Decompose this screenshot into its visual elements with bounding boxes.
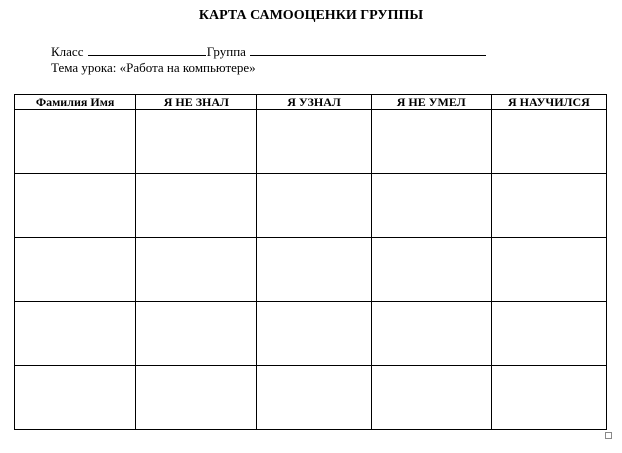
table-header-row — [15, 95, 607, 110]
table-cell[interactable] — [491, 302, 606, 366]
table-cell[interactable] — [257, 174, 371, 238]
group-label: Группа — [206, 44, 246, 59]
table-cell[interactable] — [371, 302, 491, 366]
table-cell[interactable] — [491, 366, 606, 430]
table-cell[interactable] — [491, 174, 606, 238]
document-title: КАРТА САМООЦЕНКИ ГРУППЫ — [198, 8, 424, 23]
class-blank-field[interactable] — [88, 43, 206, 56]
table-cell[interactable] — [136, 366, 257, 430]
header-learned: Я УЗНАЛ — [257, 95, 371, 110]
table-cell[interactable] — [15, 366, 136, 430]
self-assessment-table — [14, 94, 607, 430]
table-cell[interactable] — [257, 366, 371, 430]
table-cell[interactable] — [136, 238, 257, 302]
table-cell[interactable] — [371, 110, 491, 174]
class-group-line — [51, 43, 487, 59]
table-row — [15, 366, 607, 430]
table-row — [15, 174, 607, 238]
header-could-not: Я НЕ УМЕЛ — [371, 95, 491, 110]
table-cell[interactable] — [136, 174, 257, 238]
table-row — [15, 110, 607, 174]
header-mastered: Я НАУЧИЛСЯ — [491, 95, 606, 110]
table-cell[interactable] — [257, 110, 371, 174]
topic-line: Тема урока: «Работа на компьютере» — [51, 60, 256, 75]
table-resize-handle[interactable] — [605, 432, 612, 439]
table-cell[interactable] — [371, 174, 491, 238]
table-cell[interactable] — [371, 238, 491, 302]
table-cell[interactable] — [136, 302, 257, 366]
table-cell[interactable] — [371, 366, 491, 430]
table-cell[interactable] — [15, 302, 136, 366]
table-cell[interactable] — [15, 110, 136, 174]
table-row — [15, 238, 607, 302]
table-cell[interactable] — [491, 238, 606, 302]
class-label: Класс — [51, 44, 84, 59]
table-cell[interactable] — [15, 174, 136, 238]
group-blank-field[interactable] — [250, 43, 486, 56]
header-did-not-know: Я НЕ ЗНАЛ — [136, 95, 257, 110]
table-cell[interactable] — [257, 302, 371, 366]
table-row — [15, 302, 607, 366]
header-name: Фамилия Имя — [15, 95, 136, 110]
table-cell[interactable] — [136, 110, 257, 174]
table-cell[interactable] — [491, 110, 606, 174]
table-cell[interactable] — [257, 238, 371, 302]
table-cell[interactable] — [15, 238, 136, 302]
